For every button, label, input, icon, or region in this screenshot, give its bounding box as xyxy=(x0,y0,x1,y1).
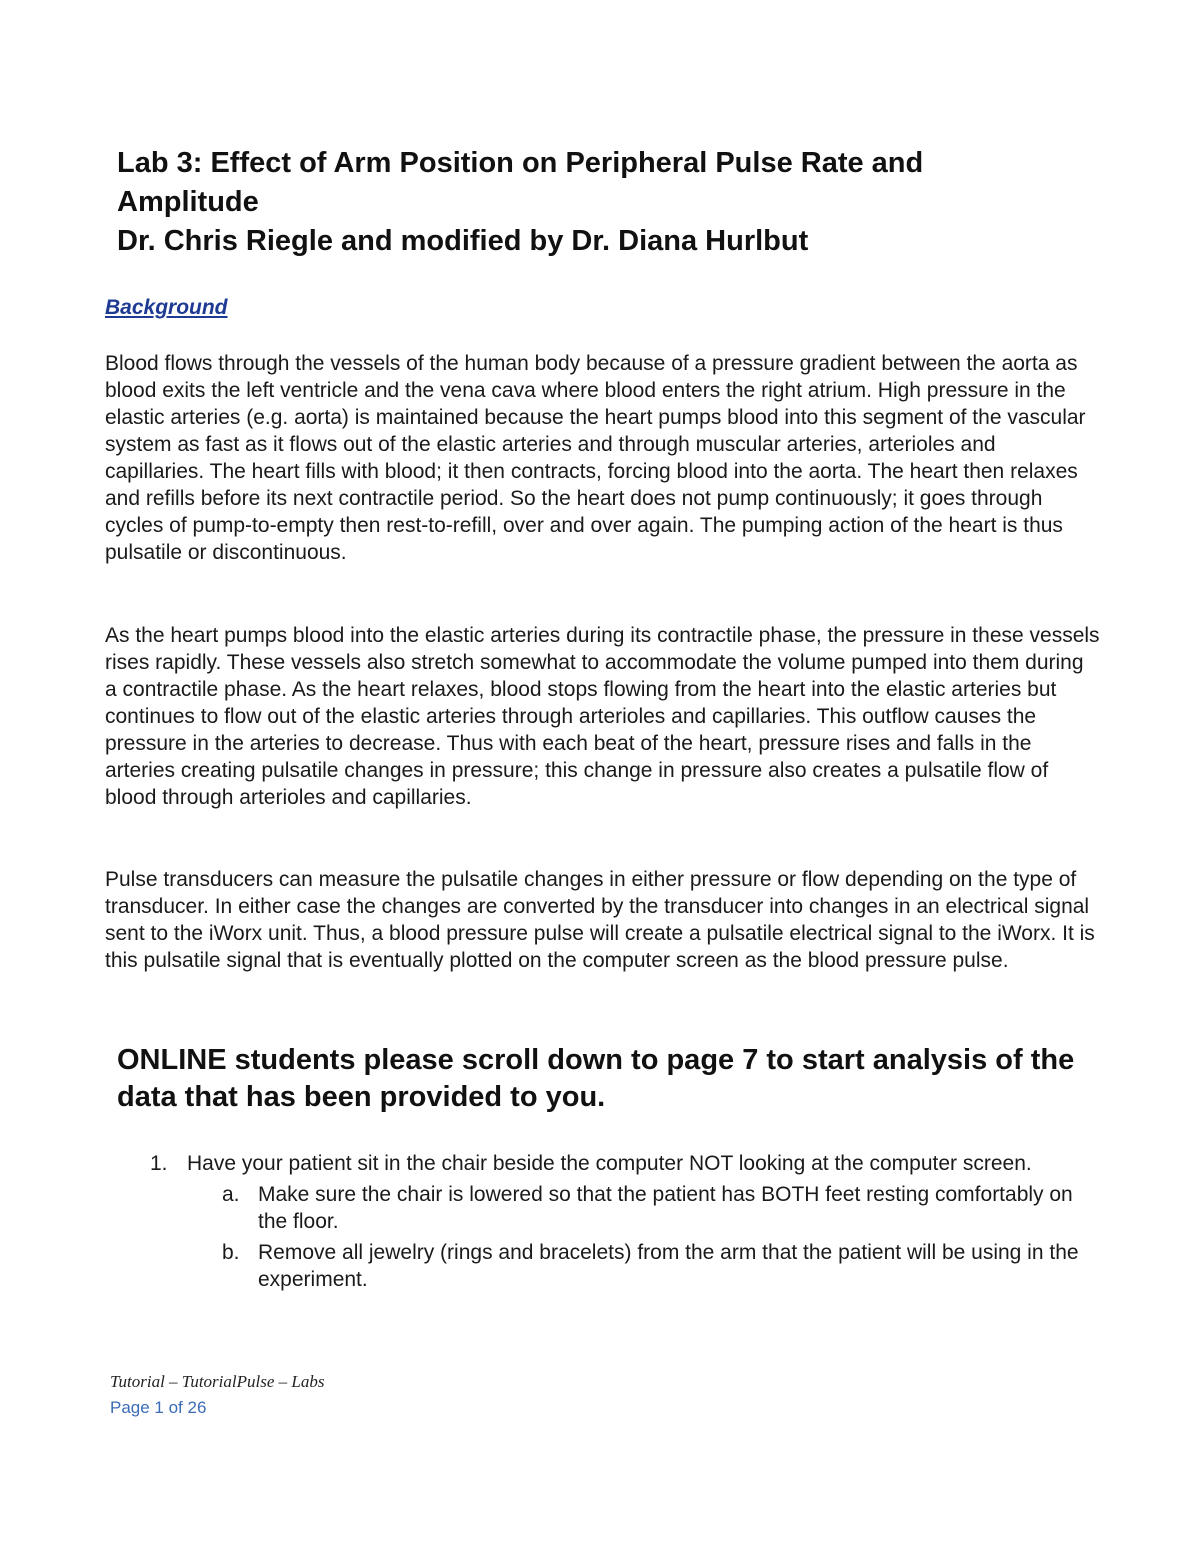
title-line-1: Lab 3: Effect of Arm Position on Peripheral Pulse Rate and xyxy=(117,147,924,179)
background-heading: Background xyxy=(105,296,228,319)
title-line-2: Amplitude xyxy=(117,186,259,218)
substep-item xyxy=(222,1239,1080,1293)
step-text: Have your patient sit in the chair beside the computer NOT looking at the computer screen. xyxy=(187,1152,1032,1175)
footer-course-line: Tutorial – TutorialPulse – Labs xyxy=(110,1372,325,1391)
substep-item xyxy=(222,1181,1080,1235)
document-title xyxy=(117,144,1077,261)
background-paragraph-1: Blood flows through the vessels of the human body because of a pressure gradient between the aorta as blood exits the left ventricle and the vena cava where blood enters the right atrium. High pressure in the elastic arteries (e.g. aorta) is maintained because the heart pumps blood into this segment of the vascular system as fast as it flows out of the elastic arteries and through muscular arteries, arterioles and capillaries. The heart fills with blood; it then contracts, forcing blood into the aorta. The heart then relaxes and refills before its next contractile period. So the heart does not pump continuously; it goes through cycles of pump-to-empty then rest-to-refill, over and over again. The pumping action of the heart is thus pulsatile or discontinuous. xyxy=(105,352,1086,564)
background-paragraph-2: As the heart pumps blood into the elastic arteries during its contractile phase, the pressure in these vessels rises rapidly. These vessels also stretch somewhat to accommodate the volume pumped into them during a contractile phase. As the heart relaxes, blood stops flowing from the heart into the elastic arteries but continues to flow out of the elastic arteries through arterioles and capillaries. This outflow causes the pressure in the arteries to decrease. Thus with each beat of the heart, pressure rises and falls in the arteries creating pulsatile changes in pressure; this change in pressure also creates a pulsatile flow of blood through arterioles and capillaries. xyxy=(105,624,1100,809)
step-number: 1. xyxy=(150,1152,168,1175)
substep-letter: a. xyxy=(222,1183,240,1206)
author-line: Dr. Chris Riegle and modified by Dr. Diana Hurlbut xyxy=(117,225,809,257)
substep-list xyxy=(222,1181,1080,1293)
page-footer xyxy=(110,1370,324,1422)
step-item xyxy=(150,1150,1080,1177)
procedure-steps xyxy=(150,1150,1080,1297)
background-paragraph-3: Pulse transducers can measure the pulsatile changes in either pressure or flow depending on the type of transducer. In either case the changes are converted by the transducer into changes in an electrical signal sent to the iWorx unit. Thus, a blood pressure pulse will create a pulsatile electrical signal to the iWorx. It is this pulsatile signal that is eventually plotted on the computer screen as the blood pressure pulse. xyxy=(105,868,1095,972)
page-number: Page 1 of 26 xyxy=(110,1398,207,1417)
substep-text: Make sure the chair is lowered so that the patient has BOTH feet resting comfortably on the floor. xyxy=(258,1183,1073,1233)
substep-text: Remove all jewelry (rings and bracelets) from the arm that the patient will be using in the experiment. xyxy=(258,1241,1079,1291)
online-students-note: ONLINE students please scroll down to page 7 to start analysis of the data that has been provided to you. xyxy=(117,1044,1075,1113)
substep-letter: b. xyxy=(222,1241,240,1264)
